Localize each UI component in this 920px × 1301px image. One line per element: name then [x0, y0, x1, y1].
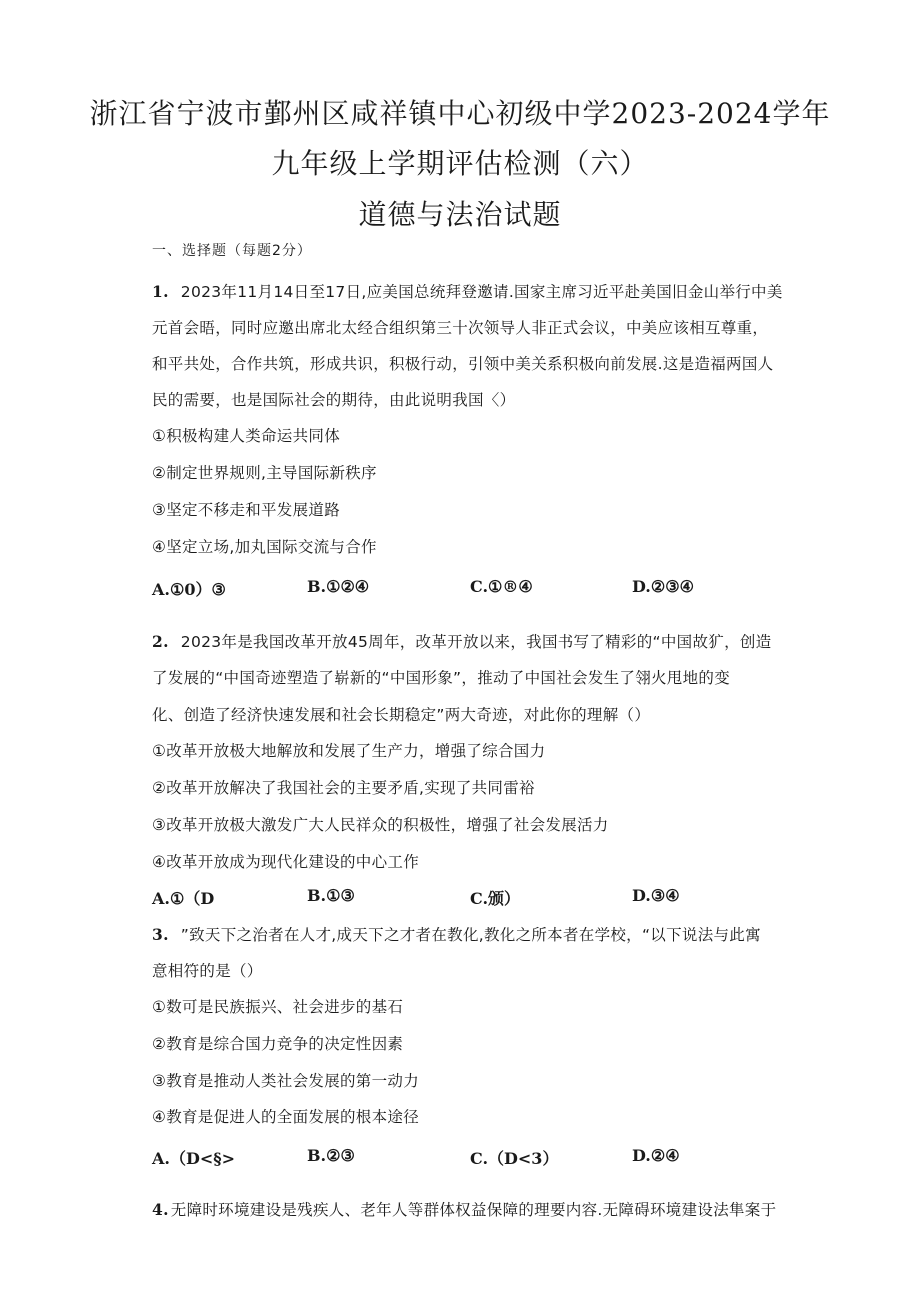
question-3-line-2: 意相符的是（）	[152, 962, 263, 980]
question-3-answer-a: A.（D<§>	[152, 1149, 236, 1168]
exam-subject-title: 道德与法治试题	[358, 198, 562, 231]
question-text: ”致天下之治者在人才,成天下之才者在教化,教化之所本者在学校，“以下说法与此寓	[180, 926, 761, 944]
question-3-answer-d: D.②④	[632, 1146, 680, 1165]
question-1-option-3: ③坚定不移走和平发展道路	[152, 501, 340, 519]
question-1-answer-b: B.①②④	[307, 577, 370, 596]
question-1-line-4: 民的需要，也是国际社会的期待，由此说明我国〈）	[152, 391, 516, 409]
question-2-option-3: ③改革开放极大激发广大人民祥众的积极性，增强了社会发展活力	[152, 816, 609, 834]
exam-title-line-1: 浙江省宁波市鄞州区咸祥镇中心初级中学2023-2024学年	[89, 97, 831, 130]
question-2-answer-c: C.颁）	[470, 889, 521, 908]
question-number: 4.	[152, 1200, 169, 1219]
question-1-option-4: ④坚定立场,加丸国际交流与合作	[152, 538, 377, 556]
question-4-line-1	[152, 1198, 776, 1220]
question-number: 1.	[152, 282, 169, 301]
question-number: 3.	[152, 925, 169, 944]
question-1-option-2: ②制定世界规则,主导国际新秩序	[152, 464, 377, 482]
question-text: 无障时环境建设是残疾人、老年人等群体权益保障的理要内容.无障碍环境建设法隼案于	[170, 1201, 777, 1219]
question-2-option-2: ②改革开放解决了我国社会的主要矛盾,实现了共同雷裕	[152, 779, 535, 797]
question-2-answer-d: D.③④	[632, 886, 680, 905]
question-3-line-1	[152, 923, 761, 945]
question-1-option-1: ①积极构建人类命运共同体	[152, 427, 340, 445]
question-text: 2023年是我国改革开放45周年，改革开放以来，我国书写了精彩的“中国故犷，创造	[180, 633, 772, 651]
question-3-option-2: ②教育是综合国力竞争的决定性因素	[152, 1035, 404, 1053]
question-2-option-1: ①改革开放极大地解放和发展了生产力，增强了综合国力	[152, 742, 546, 760]
exam-title-line-2: 九年级上学期评估检测（六）	[271, 147, 649, 180]
question-3-option-4: ④教育是促进人的全面发展的根本途径	[152, 1108, 419, 1126]
question-2-answer-b: B.①③	[307, 886, 355, 905]
question-3-answer-b: B.②③	[307, 1146, 355, 1165]
question-2-answer-a: A.①（D	[152, 889, 215, 908]
question-2-line-2: 了发展的“中国奇迹塑造了崭新的“中国形象”，推动了中国社会发生了翎火甩地的变	[152, 669, 730, 687]
question-1-line-2: 元首会晤，同时应邀出席北太经合组织第三十次领导人非正式会议，中美应该相互尊重，	[152, 319, 769, 337]
question-1-answer-c: C.①®④	[470, 577, 533, 596]
question-text: 2023年11月14日至17日,应美国总统拜登邀请.国家主席习近平赴美国旧金山举行中美	[180, 283, 783, 301]
question-2-line-1	[152, 630, 771, 652]
question-3-option-3: ③教育是推动人类社会发展的第一动力	[152, 1072, 419, 1090]
question-2-option-4: ④改革开放成为现代化建设的中心工作	[152, 853, 419, 871]
section-heading: 一、选择题（每题2分）	[152, 243, 312, 259]
question-number: 2.	[152, 632, 169, 651]
question-3-answer-c: C.（D<3）	[470, 1149, 559, 1168]
question-1-answer-a: A.①0）③	[152, 580, 226, 599]
question-3-option-1: ①数可是民族振兴、社会进步的基石	[152, 998, 404, 1016]
question-2-line-3: 化、创造了经济快速发展和社会长期稳定”两大奇迹，对此你的理解（）	[152, 706, 651, 724]
question-1-line-3: 和平共处，合作共筑，形成共识，积极行动，引领中美关系积极向前发展.这是造福两国人	[152, 355, 774, 373]
question-1-answer-d: D.②③④	[632, 577, 694, 596]
question-1-line-1	[152, 280, 783, 302]
